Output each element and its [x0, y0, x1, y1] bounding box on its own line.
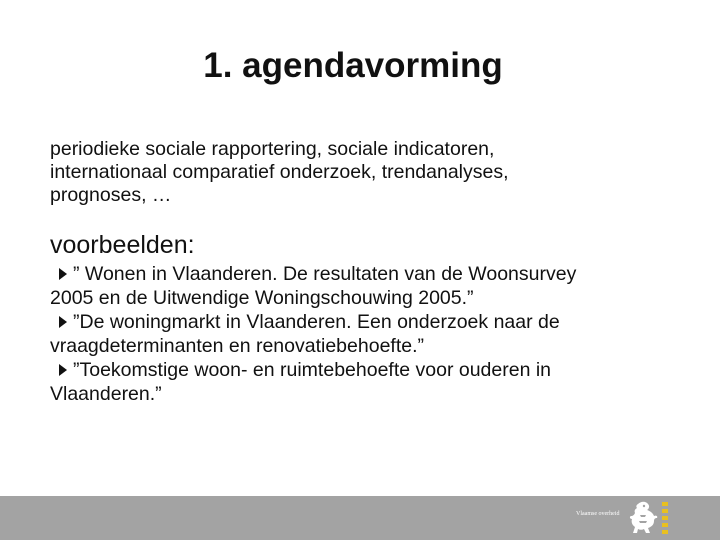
example-line: vraagdeterminanten en renovatiebehoefte.” — [50, 335, 425, 357]
intro-text — [50, 138, 690, 207]
examples-heading: voorbeelden: — [50, 231, 195, 259]
list-item — [50, 310, 710, 358]
list-item — [50, 262, 710, 310]
example-line: ” Wonen in Vlaanderen. De resultaten van de Woonsurvey — [73, 263, 577, 285]
flag-stripes-icon — [662, 502, 668, 534]
example-line: 2005 en de Uitwendige Woningschouwing 2005.” — [50, 287, 474, 309]
example-line: ”De woningmarkt in Vlaanderen. Een onderzoek naar de — [73, 311, 560, 333]
slide-title: 1. agendavorming — [203, 46, 503, 85]
intro-line: internationaal comparatief onderzoek, trendanalyses, — [50, 161, 509, 183]
list-item — [50, 358, 710, 406]
triangle-right-icon — [59, 316, 67, 328]
example-line: Vlaanderen.” — [50, 383, 162, 405]
example-list — [50, 262, 710, 406]
intro-line: prognoses, … — [50, 184, 172, 206]
triangle-right-icon — [59, 268, 67, 280]
organization-name: Vlaamse overheid — [576, 511, 620, 517]
flemish-lion-icon — [628, 500, 660, 536]
footer-bar — [0, 496, 720, 540]
intro-line: periodieke sociale rapportering, sociale indicatoren, — [50, 138, 495, 160]
example-line: ”Toekomstige woon- en ruimtebehoefte voor ouderen in — [73, 359, 552, 381]
triangle-right-icon — [59, 364, 67, 376]
